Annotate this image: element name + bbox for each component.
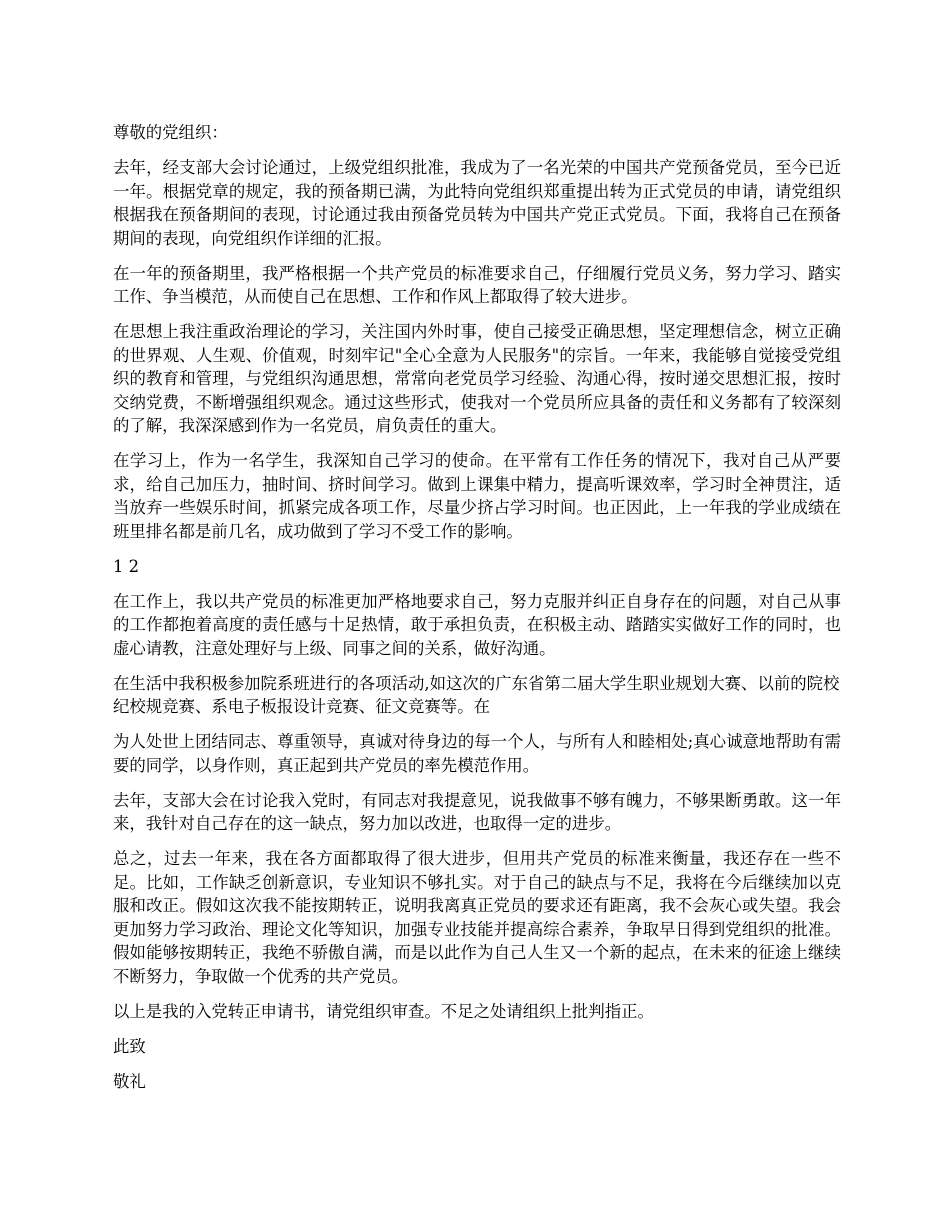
paragraph-intro: 去年，经支部大会讨论通过，上级党组织批准，我成为了一名光荣的中国共产党预备党员，至今已近一年。根据党章的规定，我的预备期已满，为此特向党组织郑重提出转为正式党员的申请，请党组织根据我在预备期间的表现，讨论通过我由预备党员转为中国共产党正式党员。下面，我将自己在预备期间的表现，向党组织作详细的汇报。 [113,158,841,248]
paragraph-work: 在工作上，我以共产党员的标准更加严格地要求自己，努力克服并纠正自身存在的问题，对自己从事的工作都抱着高度的责任感与十足热情，敢于承担负责，在积极主动、踏踏实实做好工作的同时，也虚心请教，注意处理好与上级、同事之间的关系，做好沟通。 [113,591,841,658]
paragraph-study: 在学习上，作为一名学生，我深知自己学习的使命。在平常有工作任务的情况下，我对自己从严要求，给自己加压力，抽时间、挤时间学习。做到上课集中精力，提高听课效率，学习时全神贯注，适当放弃一些娱乐时间，抓紧完成各项工作，尽量少挤占学习时间。也正因此，上一年我的学业成绩在班里排名都是前几名，成功做到了学习不受工作的影响。 [113,451,841,541]
salutation: 尊敬的党组织： [113,123,228,142]
paragraph-thought: 在思想上我注重政治理论的学习，关注国内外时事，使自己接受正确思想，坚定理想信念，树立正确的世界观、人生观、价值观，时刻牢记"全心全意为人民服务"的宗旨。一年来，我能够自觉接受党组织的教育和管理，与党组织沟通思想，常常向老党员学习经验、沟通心得，按时递交思想汇报，按时交纳党费，不断增强组织观念。通过这些形式，使我对一个党员所应具备的责任和义务都有了较深刻的了解，我深深感到作为一名党员，肩负责任的重大。 [113,322,841,435]
letter-body [113,121,841,1105]
paragraph-criticism: 去年，支部大会在讨论我入党时，有同志对我提意见，说我做事不够有魄力，不够果断勇敢。这一年来，我针对自己存在的这一缺点，努力加以改进，也取得一定的进步。 [113,790,841,833]
closing-greeting: 此致 [113,1036,146,1056]
closing-salute: 敬礼 [113,1071,146,1091]
paragraph-life: 在生活中我积极参加院系班进行的各项活动,如这次的广东省第二届大学生职业规划大赛、以前的院校纪校规竞赛、系电子板报设计竞赛、征文竞赛等。在 [113,673,840,716]
paragraph-request: 以上是我的入党转正申请书，请党组织审查。不足之处请组织上批判指正。 [113,1001,654,1021]
paragraph-probation-summary: 在一年的预备期里，我严格根据一个共产党员的标准要求自己，仔细履行党员义务，努力学习、踏实工作、争当模范，从而使自己在思想、工作和作风上都取得了较大进步。 [113,263,841,306]
paragraph-conduct: 为人处世上团结同志、尊重领导，真诚对待身边的每一个人，与所有人和睦相处;真心诚意地帮助有需要的同学，以身作则，真正起到共产党员的率先模范作用。 [113,732,841,775]
paragraph-conclusion: 总之，过去一年来，我在各方面都取得了很大进步，但用共产党员的标准来衡量，我还存在一些不足。比如，工作缺乏创新意识，专业知识不够扎实。对于自己的缺点与不足，我将在今后继续加以克服和改正。假如这次我不能按期转正，说明我离真正党员的要求还有距离，我不会灰心或失望。我会更加努力学习政治、理论文化等知识，加强专业技能并提高综合素养，争取早日得到党组织的批准。假如能够按期转正，我绝不骄傲自满，而是以此作为自己人生又一个新的起点，在未来的征途上继续不断努力，争取做一个优秀的共产党员。 [113,849,841,986]
page-marker: 1 2 [113,556,140,576]
